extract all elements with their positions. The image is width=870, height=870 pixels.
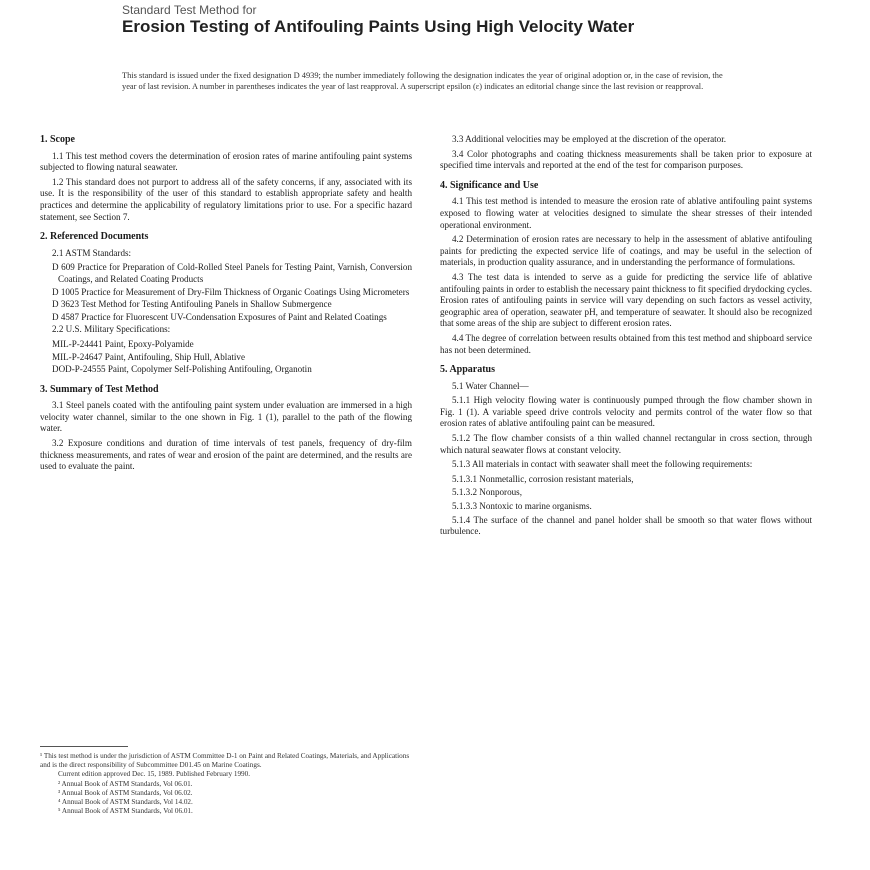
- significance-paragraph-2: 4.2 Determination of erosion rates are necessary to help in the assessment of ablative antifouling paints for predicting the expected service life of coatings, and may be useful in the selection of materials, in production quality assurance, and in understanding the performance of formulations.: [440, 234, 812, 268]
- section-heading-references: 2. Referenced Documents: [40, 231, 149, 243]
- military-spec-item: MIL-P-24647 Paint, Antifouling, Ship Hull, Ablative: [52, 351, 245, 362]
- reference-item: D 1005 Practice for Measurement of Dry-Film Thickness of Organic Coatings Using Micrometers: [52, 286, 410, 297]
- scope-paragraph-2: 1.2 This standard does not purport to address all of the safety concerns, if any, associated with its use. It is the responsibility of the user of this standard to establish appropriate safety and health practices and determine the applicability of regulatory limitations prior to use. For a specific hazard statement, see Section 7.: [40, 176, 412, 222]
- footnote-divider: [40, 746, 128, 747]
- right-column: [440, 128, 812, 541]
- footnote: ² Annual Book of ASTM Standards, Vol 06.01.: [58, 779, 193, 788]
- astm-standards-label: 2.1 ASTM Standards:: [52, 247, 132, 258]
- footnotes: [40, 752, 412, 816]
- footnote: ¹ This test method is under the jurisdiction of ASTM Committee D-1 on Paint and Related Coatings, Materials, and Applications and is the direct responsibility of Subcommittee D01.45 on Marine Coatings.: [40, 752, 410, 770]
- summary-paragraph-2: 3.2 Exposure conditions and duration of time intervals of test panels, frequency of dry-film thickness measurements, and rates of wear and erosion of the paint are determined, and the results are used to evaluate the paint.: [40, 438, 412, 472]
- apparatus-paragraph-3: 5.1.3 All materials in contact with seawater shall meet the following requirements:: [452, 459, 753, 470]
- military-specs-label: 2.2 U.S. Military Specifications:: [52, 324, 171, 335]
- section-heading-apparatus: 5. Apparatus: [440, 364, 496, 376]
- military-spec-item: MIL-P-24441 Paint, Epoxy-Polyamide: [52, 338, 194, 349]
- footnote: ⁴ Annual Book of ASTM Standards, Vol 14.02.: [58, 798, 193, 807]
- left-column: [40, 128, 412, 476]
- requirement-item: 5.1.3.1 Nonmetallic, corrosion resistant materials,: [452, 473, 634, 484]
- title-prefix: Standard Test Method for: [122, 3, 257, 17]
- significance-paragraph-3: 4.3 The test data is intended to serve as a guide for predicting the service life of ablative antifouling paints in order to establish the necessary paint thickness to fit specified drydocking cycles. Erosion rates of antifouling paints in service will vary depending on such factors as vessel activity, geographic area of operation, seawater pH, and temperature of seawater. It should also be recognized that some areas of the ship are subject to different erosion rates.: [440, 271, 812, 329]
- apparatus-paragraph-2: 5.1.2 The flow chamber consists of a thin walled channel rectangular in cross section, through which natural seawater flows at constant velocity.: [440, 433, 812, 455]
- reference-item: D 3623 Test Method for Testing Antifouling Panels in Shallow Submergence: [52, 299, 332, 310]
- reference-item: D 609 Practice for Preparation of Cold-Rolled Steel Panels for Testing Paint, Varnish, Conversion Coatings, and Related Coating Products: [52, 262, 412, 284]
- summary-paragraph-1: 3.1 Steel panels coated with the antifouling paint system under evaluation are immersed in a high velocity water channel, similar to the one shown in Fig. 1 (1), parallel to the path of the flowing water.: [40, 400, 412, 434]
- significance-paragraph-1: 4.1 This test method is intended to measure the erosion rate of ablative antifouling paint systems exposed to flowing water at velocities designed to simulate the shear stresses of their intended operational environment.: [440, 196, 812, 230]
- reference-item: D 4587 Practice for Fluorescent UV-Condensation Exposures of Paint and Related Coatings: [52, 311, 387, 322]
- footnote: ⁵ Annual Book of ASTM Standards, Vol 06.01.: [58, 807, 193, 816]
- footnote: Current edition approved Dec. 15, 1989. Published February 1990.: [58, 770, 251, 779]
- requirement-item: 5.1.3.2 Nonporous,: [452, 487, 522, 498]
- significance-paragraph-4: 4.4 The degree of correlation between results obtained from this test method and shipboard service has not been determined.: [440, 332, 812, 355]
- title-main: Erosion Testing of Antifouling Paints Using High Velocity Water: [122, 17, 635, 36]
- section-heading-scope: 1. Scope: [40, 134, 75, 145]
- summary-paragraph-4: 3.4 Color photographs and coating thickness measurements shall be taken prior to exposure at specified time intervals and reported at the end of the test for comparison purposes.: [440, 148, 812, 171]
- section-heading-summary: 3. Summary of Test Method: [40, 383, 159, 395]
- requirement-item: 5.1.3.3 Nontoxic to marine organisms.: [452, 501, 592, 512]
- designation-note: This standard is issued under the fixed designation D 4939; the number immediately following the designation indicates the year of original adoption or, in the case of revision, the year of last revision. A number in parentheses indicates the year of last reapproval. A superscript epsilon (ε) indicates an editorial change since the last revision or reapproval.: [122, 71, 723, 91]
- footnote: ³ Annual Book of ASTM Standards, Vol 06.02.: [58, 788, 193, 797]
- apparatus-paragraph-1: 5.1.1 High velocity flowing water is continuously pumped through the flow chamber shown in Fig. 1 (1). A variable speed drive controls velocity and permits control of the water flow so that erosion rates of ablative antifouling paint can be measured.: [440, 395, 812, 429]
- apparatus-paragraph-4: 5.1.4 The surface of the channel and panel holder shall be smooth so that water flows without turbulence.: [440, 514, 812, 537]
- military-spec-item: DOD-P-24555 Paint, Copolymer Self-Polishing Antifouling, Organotin: [52, 364, 312, 375]
- document-title: [122, 4, 742, 36]
- scope-paragraph-1: 1.1 This test method covers the determination of erosion rates of marine antifouling paint systems subjected to flowing natural seawater.: [40, 150, 412, 173]
- apparatus-subheading: 5.1 Water Channel—: [452, 380, 529, 391]
- section-heading-significance: 4. Significance and Use: [440, 179, 539, 191]
- summary-paragraph-3: 3.3 Additional velocities may be employed at the discretion of the operator.: [452, 134, 727, 144]
